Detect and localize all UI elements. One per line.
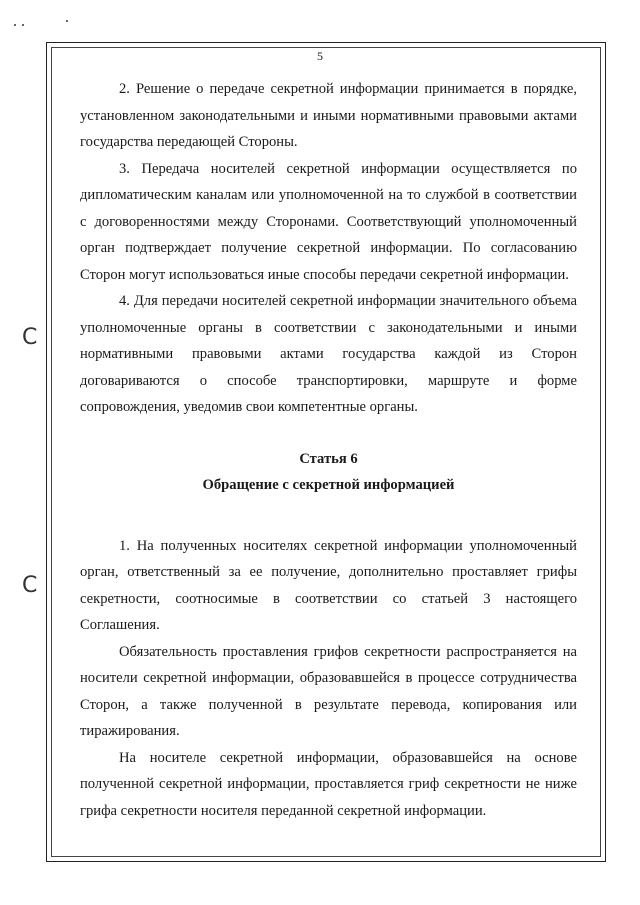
scan-speck bbox=[22, 24, 24, 26]
hole-punch-mark: C bbox=[22, 325, 38, 350]
paragraph: 2. Решение о передаче секретной информации принимается в порядке, установленном законодательными и иными нормативными правовыми актами государства передающей Стороны. bbox=[80, 81, 577, 150]
article-title: Обращение с секретной информацией bbox=[202, 477, 455, 493]
paragraph: 4. Для передачи носителей секретной информации значительного объема уполномоченные органы в соответствии с законодательными и иными нормативными правовыми актами государства каждой из Сторон договариваются о способе транспортировки, маршруте и форме сопровождения, уведомив свои компетентные органы. bbox=[80, 293, 577, 415]
scan-speck bbox=[14, 24, 16, 26]
paragraph: На носителе секретной информации, образовавшейся на основе полученной секретной информации, проставляется гриф секретности не ниже грифа секретности носителя переданной секретной информации. bbox=[80, 749, 577, 819]
paragraph: Обязательность проставления грифов секретности распространяется на носители секретной информации, образовавшейся в процессе сотрудничества Сторон, а также полученной в результате перевода, копирования или тиражирования. bbox=[80, 643, 577, 739]
paragraph: 3. Передача носителей секретной информации осуществляется по дипломатическим каналам или уполномоченной на то службой в соответствии с договоренностями между Сторонами. Соответствующий уполномоченный орган подтверждает получение секретной информации. По согласованию Сторон могут использоваться иные способы передачи секретной информации. bbox=[80, 160, 577, 283]
article-number: Статья 6 bbox=[299, 450, 358, 467]
paragraph: 1. На полученных носителях секретной информации уполномоченный орган, ответственный за ее получение, дополнительно проставляет грифы секретности, соотносимые в соответствии со статьей 3 настоящего Соглашения. bbox=[80, 537, 577, 633]
scan-speck bbox=[66, 20, 68, 22]
hole-punch-mark: C bbox=[22, 573, 38, 598]
page-number: 5 bbox=[317, 49, 323, 63]
document-body bbox=[80, 76, 577, 824]
